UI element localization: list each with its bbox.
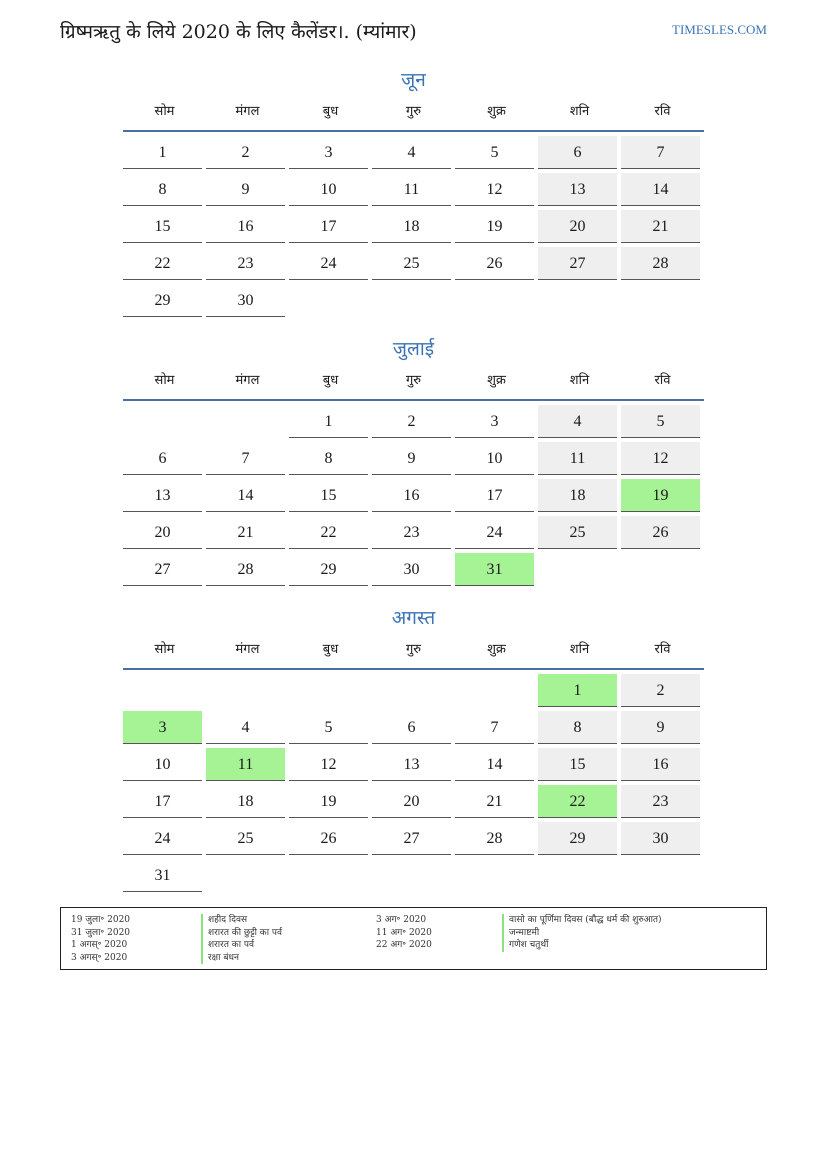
day-cell[interactable]: 20 (372, 785, 451, 818)
day-cell[interactable]: 9 (206, 173, 285, 206)
day-cell[interactable]: 24 (289, 247, 368, 280)
month-title: जुलाई (392, 338, 435, 360)
day-cell[interactable]: 5 (455, 136, 534, 169)
day-cell[interactable]: 6 (538, 136, 617, 169)
legend-holiday-name: रक्षा बंधन (201, 952, 282, 965)
day-cell[interactable]: 10 (289, 173, 368, 206)
day-cell[interactable]: 6 (372, 711, 451, 744)
weekday-fri: शुक्र (487, 642, 506, 657)
month-june (123, 66, 704, 321)
day-cell[interactable]: 20 (123, 516, 202, 549)
day-cell[interactable]: 28 (621, 247, 700, 280)
day-cell[interactable]: 11 (538, 442, 617, 475)
month-august (123, 604, 704, 896)
empty-cell (289, 674, 368, 706)
weekday-tue: मंगल (235, 642, 260, 657)
day-cell[interactable]: 26 (621, 516, 700, 549)
weekday-fri: शुक्र (487, 104, 506, 119)
legend-left-names (201, 914, 282, 964)
day-cell[interactable]: 23 (621, 785, 700, 818)
day-cell[interactable]: 3 (455, 405, 534, 438)
day-cell[interactable]: 18 (538, 479, 617, 512)
day-cell[interactable]: 13 (123, 479, 202, 512)
day-cell[interactable]: 12 (621, 442, 700, 475)
day-cell[interactable]: 21 (621, 210, 700, 243)
day-cell[interactable]: 19 (289, 785, 368, 818)
day-cell[interactable]: 18 (372, 210, 451, 243)
weekday-mon: सोम (154, 373, 175, 388)
day-cell[interactable]: 24 (123, 822, 202, 855)
day-cell[interactable]: 21 (206, 516, 285, 549)
month-title: अगस्त (391, 607, 436, 629)
day-cell[interactable]: 29 (538, 822, 617, 855)
holiday-legend (60, 907, 767, 970)
day-cell[interactable]: 7 (206, 442, 285, 475)
weekday-wed: बुध (322, 642, 339, 657)
holiday-day-cell[interactable]: 1 (538, 674, 617, 707)
empty-cell (372, 674, 451, 706)
day-cell[interactable]: 8 (123, 173, 202, 206)
weekday-tue: मंगल (235, 373, 260, 388)
legend-holiday-name: शरारत का पर्व (201, 939, 282, 952)
day-cell[interactable]: 23 (206, 247, 285, 280)
legend-holiday-name: शहीद दिवस (201, 914, 282, 927)
day-grid (123, 674, 704, 896)
holiday-day-cell[interactable]: 22 (538, 785, 617, 818)
weekday-header (123, 100, 704, 132)
day-cell[interactable]: 9 (372, 442, 451, 475)
page-title: ग्रिष्मऋतु के लिये 2020 के लिए कैलेंडर।. (म्यांमार) (60, 21, 417, 43)
day-cell[interactable]: 30 (206, 284, 285, 317)
day-cell[interactable]: 14 (206, 479, 285, 512)
day-cell[interactable]: 13 (538, 173, 617, 206)
day-cell[interactable]: 31 (123, 859, 202, 892)
day-cell[interactable]: 23 (372, 516, 451, 549)
weekday-sat: शनि (569, 373, 590, 388)
legend-left-dates (71, 914, 130, 964)
legend-date: 3 अग॰ 2020 (376, 915, 427, 925)
day-cell[interactable]: 10 (123, 748, 202, 781)
day-cell[interactable]: 13 (372, 748, 451, 781)
weekday-mon: सोम (154, 104, 175, 119)
day-cell[interactable]: 15 (123, 210, 202, 243)
legend-right-dates (376, 914, 432, 952)
day-cell[interactable]: 7 (455, 711, 534, 744)
legend-date: 31 जुला॰ 2020 (71, 927, 131, 938)
day-cell[interactable]: 5 (621, 405, 700, 438)
site-link[interactable]: TIMESLES.COM (672, 22, 767, 37)
weekday-sun: रवि (654, 642, 671, 657)
weekday-header (123, 369, 704, 401)
legend-holiday-name: जन्माष्टमी (502, 927, 662, 940)
day-cell[interactable]: 24 (455, 516, 534, 549)
legend-date: 19 जुला॰ 2020 (71, 915, 131, 925)
day-cell[interactable]: 2 (372, 405, 451, 438)
weekday-thu: गुरु (405, 642, 422, 657)
day-cell[interactable]: 18 (206, 785, 285, 818)
day-cell[interactable]: 17 (455, 479, 534, 512)
weekday-sat: शनि (569, 642, 590, 657)
empty-cell (455, 674, 534, 706)
day-grid (123, 405, 704, 590)
legend-date: 22 अग॰ 2020 (376, 940, 432, 950)
day-cell[interactable]: 2 (621, 674, 700, 707)
weekday-sun: रवि (654, 104, 671, 119)
holiday-day-cell[interactable]: 31 (455, 553, 534, 586)
weekday-sat: शनि (569, 104, 590, 119)
weekday-thu: गुरु (405, 373, 422, 388)
weekday-header (123, 638, 704, 670)
legend-date: 11 अग॰ 2020 (376, 927, 432, 938)
day-cell[interactable]: 14 (455, 748, 534, 781)
day-cell[interactable]: 19 (455, 210, 534, 243)
day-cell[interactable]: 5 (289, 711, 368, 744)
day-cell[interactable]: 12 (289, 748, 368, 781)
empty-cell (123, 674, 202, 706)
day-cell[interactable]: 3 (289, 136, 368, 169)
day-cell[interactable]: 26 (289, 822, 368, 855)
day-cell[interactable]: 11 (372, 173, 451, 206)
day-cell[interactable]: 15 (289, 479, 368, 512)
day-cell[interactable]: 30 (621, 822, 700, 855)
legend-right-names (502, 914, 662, 952)
day-cell[interactable]: 20 (538, 210, 617, 243)
day-cell[interactable]: 22 (123, 247, 202, 280)
day-cell[interactable]: 21 (455, 785, 534, 818)
empty-cell (123, 405, 202, 437)
weekday-fri: शुक्र (487, 373, 506, 388)
empty-cell (206, 674, 285, 706)
day-cell[interactable]: 29 (289, 553, 368, 586)
legend-date: 3 अगस्॰ 2020 (71, 952, 128, 963)
day-cell[interactable]: 6 (123, 442, 202, 475)
weekday-mon: सोम (154, 642, 175, 657)
legend-date: 1 अगस्॰ 2020 (71, 940, 128, 950)
day-cell[interactable]: 4 (372, 136, 451, 169)
weekday-tue: मंगल (235, 104, 260, 119)
day-cell[interactable]: 8 (289, 442, 368, 475)
day-grid (123, 136, 704, 321)
weekday-thu: गुरु (405, 104, 422, 119)
legend-holiday-name: वासो का पूर्णिमा दिवस (बौद्ध धर्म की शुरुआत) (502, 914, 662, 927)
weekday-wed: बुध (322, 104, 339, 119)
weekday-sun: रवि (654, 373, 671, 388)
day-cell[interactable]: 27 (123, 553, 202, 586)
legend-holiday-name: गणेश चतुर्थी (502, 939, 662, 952)
day-cell[interactable]: 17 (289, 210, 368, 243)
day-cell[interactable]: 14 (621, 173, 700, 206)
day-cell[interactable]: 17 (123, 785, 202, 818)
day-cell[interactable]: 16 (206, 210, 285, 243)
day-cell[interactable]: 1 (289, 405, 368, 438)
day-cell[interactable]: 4 (538, 405, 617, 438)
day-cell[interactable]: 10 (455, 442, 534, 475)
holiday-day-cell[interactable]: 3 (123, 711, 202, 744)
day-cell[interactable]: 27 (372, 822, 451, 855)
day-cell[interactable]: 25 (538, 516, 617, 549)
legend-holiday-name: शरारत की छुट्टी का पर्व (201, 927, 282, 940)
day-cell[interactable]: 12 (455, 173, 534, 206)
day-cell[interactable]: 29 (123, 284, 202, 317)
day-cell[interactable]: 28 (455, 822, 534, 855)
day-cell[interactable]: 9 (621, 711, 700, 744)
day-cell[interactable]: 2 (206, 136, 285, 169)
day-cell[interactable]: 22 (289, 516, 368, 549)
day-cell[interactable]: 16 (621, 748, 700, 781)
weekday-wed: बुध (322, 373, 339, 388)
day-cell[interactable]: 25 (206, 822, 285, 855)
day-cell[interactable]: 8 (538, 711, 617, 744)
month-july (123, 335, 704, 590)
day-cell[interactable]: 4 (206, 711, 285, 744)
day-cell[interactable]: 28 (206, 553, 285, 586)
day-cell[interactable]: 27 (538, 247, 617, 280)
month-title: जून (401, 69, 426, 91)
day-cell[interactable]: 15 (538, 748, 617, 781)
day-cell[interactable]: 25 (372, 247, 451, 280)
day-cell[interactable]: 16 (372, 479, 451, 512)
empty-cell (206, 405, 285, 437)
day-cell[interactable]: 30 (372, 553, 451, 586)
day-cell[interactable]: 1 (123, 136, 202, 169)
holiday-day-cell[interactable]: 11 (206, 748, 285, 781)
day-cell[interactable]: 26 (455, 247, 534, 280)
day-cell[interactable]: 7 (621, 136, 700, 169)
holiday-day-cell[interactable]: 19 (621, 479, 700, 512)
